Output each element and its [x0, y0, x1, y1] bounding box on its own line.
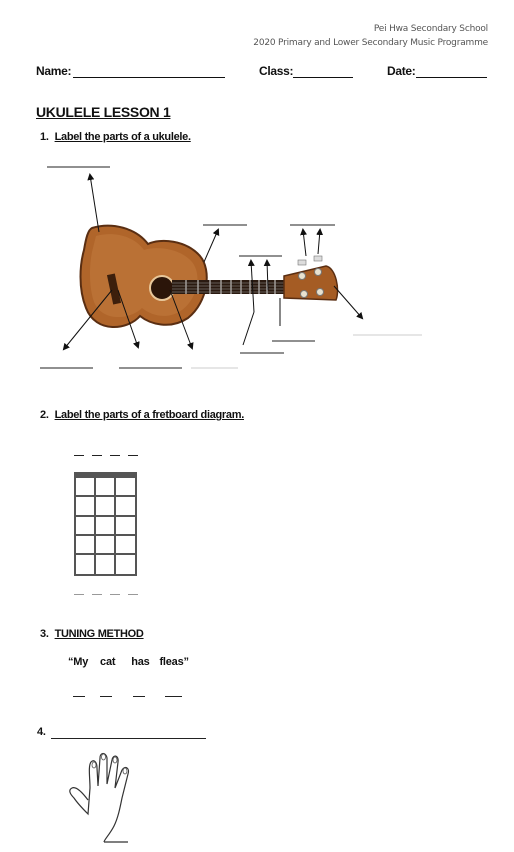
string-label-blank-1[interactable] [74, 455, 84, 456]
tuning-word-2: cat [100, 656, 116, 668]
lesson-title: UKULELE LESSON 1 [36, 104, 171, 120]
date-field[interactable] [416, 77, 487, 78]
question-3-text: TUNING METHOD [54, 628, 144, 640]
question-1-number: 1. [40, 131, 49, 143]
tuning-word-1: “My [68, 656, 89, 668]
fret-label-blank-3[interactable] [110, 594, 120, 595]
question-2-text: Label the parts of a fretboard diagram. [54, 409, 244, 421]
ukulele-body [81, 226, 207, 327]
programme-name: 2020 Primary and Lower Secondary Music Programme [253, 38, 488, 48]
name-field[interactable] [73, 77, 225, 78]
tuning-note-blank-2[interactable] [100, 696, 112, 697]
question-3 [40, 628, 144, 640]
tuning-mnemonic [68, 656, 189, 668]
string-label-blank-2[interactable] [92, 455, 102, 456]
ukulele-neck [172, 280, 284, 294]
question-4-number: 4. [37, 726, 46, 738]
tuning-word-4: fleas” [159, 656, 189, 668]
class-field[interactable] [293, 77, 353, 78]
question-1 [40, 131, 191, 143]
fretboard-diagram [74, 472, 138, 578]
left-hand-outline [68, 748, 140, 844]
tuning-note-blank-3[interactable] [133, 696, 145, 697]
string-label-blank-4[interactable] [128, 455, 138, 456]
question-2-number: 2. [40, 409, 49, 421]
question-4 [37, 726, 46, 738]
string-label-blank-3[interactable] [110, 455, 120, 456]
ukulele-illustration [0, 150, 514, 380]
school-name: Pei Hwa Secondary School [373, 24, 488, 34]
fret-label-blank-2[interactable] [92, 594, 102, 595]
question-2 [40, 409, 244, 421]
question-4-answer-line[interactable] [51, 738, 206, 739]
tuning-word-3: has [131, 656, 150, 668]
tuning-note-blank-4[interactable] [165, 696, 182, 697]
question-3-number: 3. [40, 628, 49, 640]
tuning-note-blank-1[interactable] [73, 696, 85, 697]
fret-label-blank-1[interactable] [74, 594, 84, 595]
date-label: Date: [387, 64, 416, 78]
name-label: Name: [36, 64, 72, 78]
school-header [253, 22, 488, 50]
ukulele-headstock [284, 256, 338, 300]
class-label: Class: [259, 64, 294, 78]
fret-label-blank-4[interactable] [128, 594, 138, 595]
question-1-text: Label the parts of a ukulele. [54, 131, 191, 143]
